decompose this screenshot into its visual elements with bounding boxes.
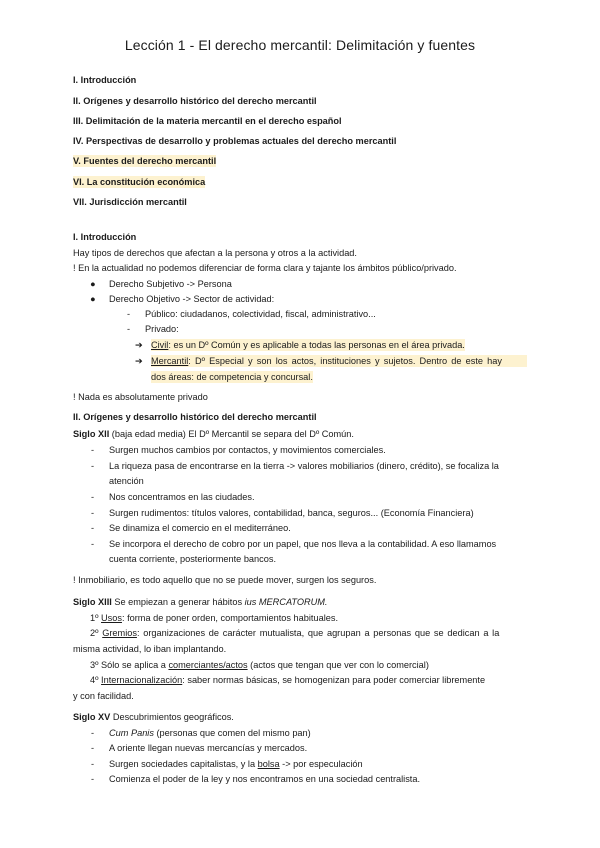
item-number: 2º xyxy=(90,628,103,638)
item-text: (personas que comen del mismo pan) xyxy=(153,728,311,738)
dash-marker: - xyxy=(91,523,95,533)
sub-item: Público: ciudadanos, colectividad, fiscal, administrativo... xyxy=(145,309,376,319)
century-text: Se empiezan a generar hábitos xyxy=(111,597,245,607)
item-term: Gremios xyxy=(102,628,137,638)
century-term: ius MERCATORUM. xyxy=(244,597,328,607)
item-term: Usos xyxy=(101,613,122,623)
toc-item: IV. Perspectivas de desarrollo y problemas actuales del derecho mercantil xyxy=(73,136,397,146)
numbered-item-cont: misma actividad, lo iban implantando. xyxy=(73,644,227,654)
list-item: Se dinamiza el comercio en el mediterráneo. xyxy=(109,523,291,533)
list-item: Se incorpora el derecho de cobro por un papel, que nos lleva a la contabilidad. A eso llamamos xyxy=(109,539,497,549)
section-heading: I. Introducción xyxy=(73,232,137,242)
note: ! Inmobiliario, es todo aquello que no se puede mover, surgen los seguros. xyxy=(73,575,377,585)
list-item: A oriente llegan nuevas mercancías y mercados. xyxy=(109,743,308,753)
century-text: Descubrimientos geográficos. xyxy=(110,712,234,722)
bullet-item: Derecho Objetivo -> Sector de actividad: xyxy=(109,294,275,304)
numbered-item xyxy=(90,674,485,686)
paragraph: ! En la actualidad no podemos diferenciar de forma clara y tajante los ámbitos público/privado. xyxy=(73,263,457,273)
item-text: : organizaciones de carácter mutualista, que agrupan a personas que se dedican a la xyxy=(136,628,500,638)
century-text: (baja edad media) El Dº Mercantil se separa del Dº Común. xyxy=(109,429,354,439)
arrow-icon: ➔ xyxy=(135,340,143,350)
arrow-icon: ➔ xyxy=(135,356,143,366)
section-heading: II. Orígenes y desarrollo histórico del derecho mercantil xyxy=(73,412,317,422)
item-text: Surgen sociedades capitalistas, y la xyxy=(109,759,258,769)
bullet-item: Derecho Subjetivo -> Persona xyxy=(109,279,232,289)
toc-item: II. Orígenes y desarrollo histórico del derecho mercantil xyxy=(73,96,317,106)
list-item: Surgen muchos cambios por contactos, y movimientos comerciales. xyxy=(109,445,386,455)
century-line xyxy=(73,711,234,723)
item-text: (actos que tengan que ver con lo comercial) xyxy=(247,660,429,670)
dash-marker: - xyxy=(91,445,95,455)
century-label: Siglo XII xyxy=(73,429,110,439)
list-item xyxy=(109,727,311,739)
dash-marker: - xyxy=(91,743,95,753)
bullet-dot: ● xyxy=(90,294,96,304)
century-label: Siglo XIII xyxy=(73,597,112,607)
toc-item: I. Introducción xyxy=(73,75,137,85)
mercantil-line xyxy=(151,355,527,367)
list-item-cont: atención xyxy=(109,476,144,486)
civil-text: : es un Dº Común y es aplicable a todas las personas en el área privada. xyxy=(168,340,465,350)
list-item: Nos concentramos en las ciudades. xyxy=(109,492,255,502)
item-term: comerciantes/actos xyxy=(168,660,248,670)
item-term: bolsa xyxy=(257,759,280,769)
list-item: Surgen rudimentos: títulos valores, contabilidad, banca, seguros... (Economía Financiera) xyxy=(109,508,474,518)
civil-line xyxy=(151,339,465,351)
numbered-item xyxy=(90,659,429,671)
dash-marker: - xyxy=(91,774,95,784)
numbered-item xyxy=(90,627,527,639)
sub-item: Privado: xyxy=(145,324,179,334)
toc-item: III. Delimitación de la materia mercantil en el derecho español xyxy=(73,116,342,126)
note: ! Nada es absolutamente privado xyxy=(73,392,208,402)
century-label: Siglo XV xyxy=(73,712,111,722)
bullet-dot: ● xyxy=(90,279,96,289)
item-text: -> por especulación xyxy=(279,759,363,769)
dash-marker: - xyxy=(91,759,95,769)
toc-item-highlighted: V. Fuentes del derecho mercantil xyxy=(73,156,217,166)
toc-item-highlighted: VI. La constitución económica xyxy=(73,177,206,187)
dash-marker: - xyxy=(127,309,131,319)
century-line xyxy=(73,596,327,608)
list-item xyxy=(109,758,363,770)
item-number: 1º xyxy=(90,613,102,623)
list-item-cont: cuenta corriente, posteriormente bancos. xyxy=(109,554,276,564)
dash-marker: - xyxy=(91,461,95,471)
item-term: Cum Panis xyxy=(109,728,154,738)
item-text: : forma de poner orden, comportamientos habituales. xyxy=(121,613,338,623)
page-title: Lección 1 - El derecho mercantil: Delimitación y fuentes xyxy=(124,37,476,53)
item-text: : saber normas básicas, se homogenizan para poder comerciar libremente xyxy=(182,675,486,685)
mercantil-line-cont: dos áreas: de competencia y concursal. xyxy=(151,372,313,382)
dash-marker: - xyxy=(91,492,95,502)
toc-item: VII. Jurisdicción mercantil xyxy=(73,197,187,207)
dash-marker: - xyxy=(91,728,95,738)
item-number: 4º xyxy=(90,675,102,685)
mercantil-text: : Dº Especial y son los actos, instituciones y sujetos. Dentro de este hay xyxy=(188,356,502,366)
mercantil-term: Mercantil xyxy=(151,356,189,366)
paragraph: Hay tipos de derechos que afectan a la persona y otros a la actividad. xyxy=(73,248,357,258)
dash-marker: - xyxy=(127,324,131,334)
numbered-item xyxy=(90,612,338,624)
dash-marker: - xyxy=(91,539,95,549)
century-line xyxy=(73,428,354,440)
civil-term: Civil xyxy=(151,340,169,350)
dash-marker: - xyxy=(91,508,95,518)
numbered-item-cont: y con facilidad. xyxy=(73,691,134,701)
item-term: Internacionalización xyxy=(101,675,183,685)
list-item: La riqueza pasa de encontrarse en la tierra -> valores mobiliarios (dinero, crédito), se focaliza la xyxy=(109,461,499,471)
item-number: 3º Sólo se aplica a xyxy=(90,660,169,670)
list-item: Comienza el poder de la ley y nos encontramos en una sociedad centralista. xyxy=(109,774,421,784)
